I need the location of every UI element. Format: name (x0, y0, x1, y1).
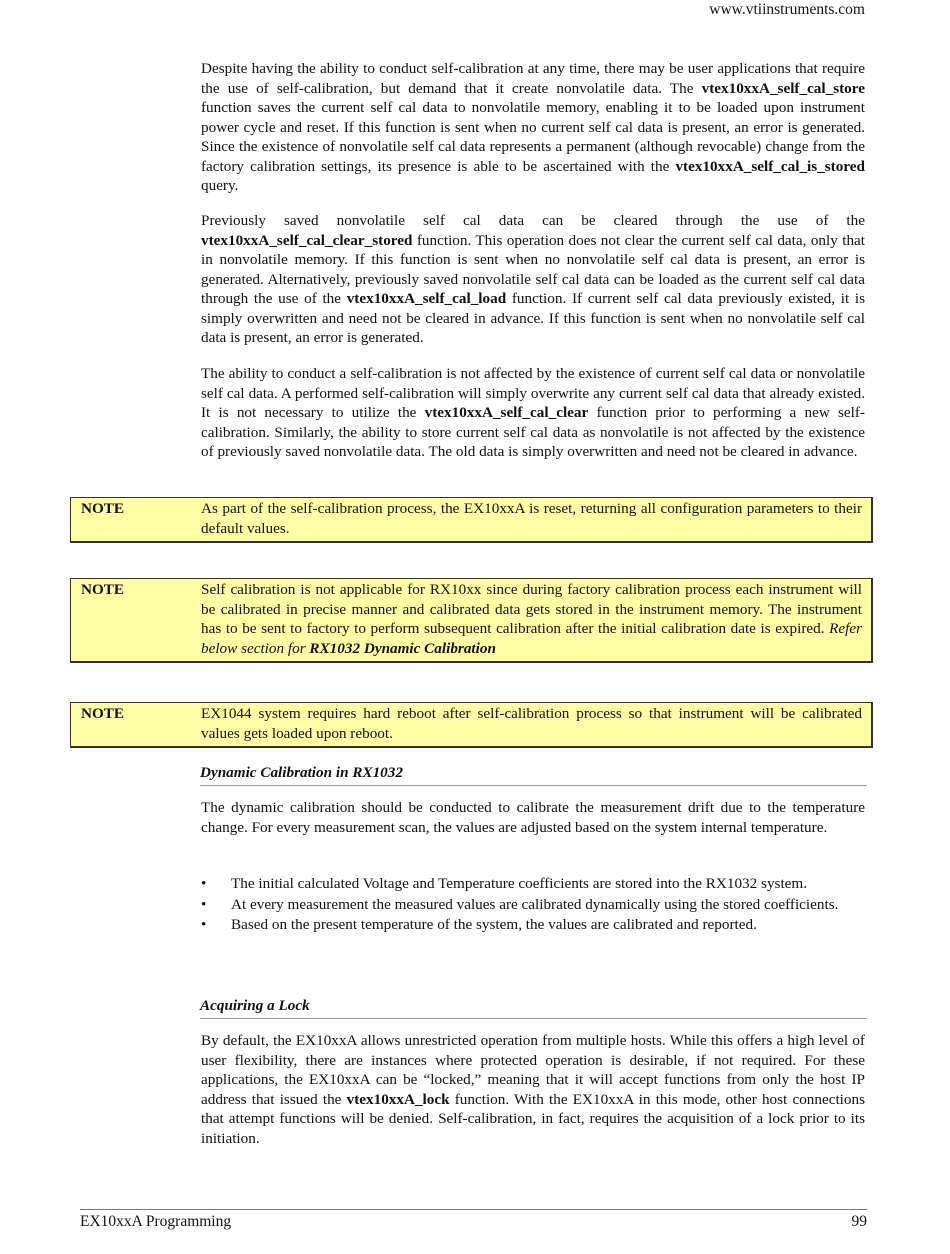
note-box-reset (70, 497, 873, 543)
note-label: NOTE (81, 581, 125, 598)
note-box-ex1044 (70, 702, 873, 748)
section-heading-dynamic-calibration: Dynamic Calibration in RX1032 (200, 763, 867, 786)
function-name: vtex10xxA_self_cal_is_stored (675, 157, 865, 175)
note-label: NOTE (81, 705, 125, 722)
footer-title: EX10xxA Programming (80, 1213, 232, 1230)
note-box-rx10xx (70, 578, 873, 663)
paragraph-self-cal-clear-stored (201, 211, 865, 348)
paragraph-self-cal-ability (201, 364, 865, 462)
section-heading-acquiring-lock: Acquiring a Lock (200, 996, 867, 1019)
text: By default, the EX10xxA allows unrestricted operation from multiple hosts. While this offers a high level of user flexibility, there are instances where protected operation is desirable, if not required. For these applications, the EX10xxA can be “locked,” meaning that it will accept functions from only the host IP address that issued the (201, 1032, 865, 1108)
footer-divider (80, 1209, 867, 1210)
header-url: www.vtiinstruments.com (709, 1, 865, 18)
list-item (201, 874, 841, 894)
note-text: EX1044 system requires hard reboot after self-calibration process so that instrument will be calibrated values gets loaded upon reboot. (201, 705, 862, 742)
text: Previously saved nonvolatile self cal data can be cleared through the use of the (201, 212, 865, 229)
text: function. This operation does not clear the current self cal data, only that in nonvolatile memory. If this function is sent when no nonvolatile self cal data is present, an error is generated. Alternatively, previously saved nonvolatile self cal data can be loaded as the current self cal data through the use of the (201, 231, 865, 307)
text: function. With the EX10xxA in this mode, other host connections that attempt functions will be denied. Self-calibration, in fact, requires the acquisition of a lock prior to its initiation. (201, 1090, 865, 1147)
text: function. If current self cal data previously existed, it is simply overwritten and need not be cleared in advance. If this function is sent when no nonvolatile self cal data is present, an error is generated. (201, 290, 865, 346)
text: The ability to conduct a self-calibration is not affected by the existence of current self cal data or nonvolatile self cal data. A performed self-calibration will simply overwrite any current self cal data that already existed. It is not necessary to utilize the (201, 365, 865, 421)
list-item-text: The initial calculated Voltage and Temperature coefficients are stored into the RX1032 system. (231, 875, 808, 892)
note-text: As part of the self-calibration process, the EX10xxA is reset, returning all configuration parameters to their default values. (201, 500, 862, 537)
section-reference: RX1032 Dynamic Calibration (309, 639, 496, 657)
function-name: vtex10xxA_lock (346, 1090, 450, 1108)
list-item (201, 895, 841, 915)
note-label: NOTE (81, 500, 125, 517)
bullet-icon: • (201, 895, 207, 913)
paragraph-dynamic-calibration: The dynamic calibration should be conducted to calibrate the measurement drift due to the temperature change. For every measurement scan, the values are adjusted based on the system internal temperature. (201, 799, 865, 836)
page-number: 99 (851, 1213, 867, 1230)
text: query. (201, 177, 239, 194)
list-item (201, 915, 841, 935)
text: function prior to performing a new self-calibration. Similarly, the ability to store current self cal data as nonvolatile is not affected by the existence of previously saved nonvolatile data. The old data is simply overwritten and need not be cleared in advance. (201, 404, 865, 460)
bullet-icon: • (201, 875, 207, 892)
text: function saves the current self cal data to nonvolatile memory, enabling it to be loaded upon instrument power cycle and reset. If this function is sent when no current self cal data is present, an error is generated. Since the existence of nonvolatile self cal data represents a permanent (although revocable) change from the factory calibration settings, its presence is able to be ascertained with the (201, 99, 865, 175)
note-text (201, 580, 862, 661)
text: Despite having the ability to conduct self-calibration at any time, there may be user applications that require the use of self-calibration, but demand that it create nonvolatile data. The (201, 60, 865, 97)
list-item-text: Based on the present temperature of the system, the values are calibrated and reported. (231, 916, 757, 933)
bullet-list (201, 874, 841, 936)
function-name: vtex10xxA_self_cal_store (701, 79, 865, 97)
function-name: vtex10xxA_self_cal_clear (424, 404, 589, 421)
text: Self calibration is not applicable for RX10xx since during factory calibration process each instrument will be calibrated in precise manner and calibrated data gets stored in the instrument memory. The instrument has to be sent to factory to perform subsequent calibration after the initial calibration date is expired. (201, 581, 862, 637)
italic-text: Refer below section for (201, 620, 862, 657)
function-name: vtex10xxA_self_cal_clear_stored (201, 231, 413, 249)
paragraph-acquiring-lock (201, 1031, 865, 1148)
paragraph-self-cal-store (201, 59, 865, 196)
function-name: vtex10xxA_self_cal_load (346, 290, 507, 307)
list-item-text: At every measurement the measured values are calibrated dynamically using the stored coefficients. (231, 895, 839, 913)
bullet-icon: • (201, 916, 207, 933)
